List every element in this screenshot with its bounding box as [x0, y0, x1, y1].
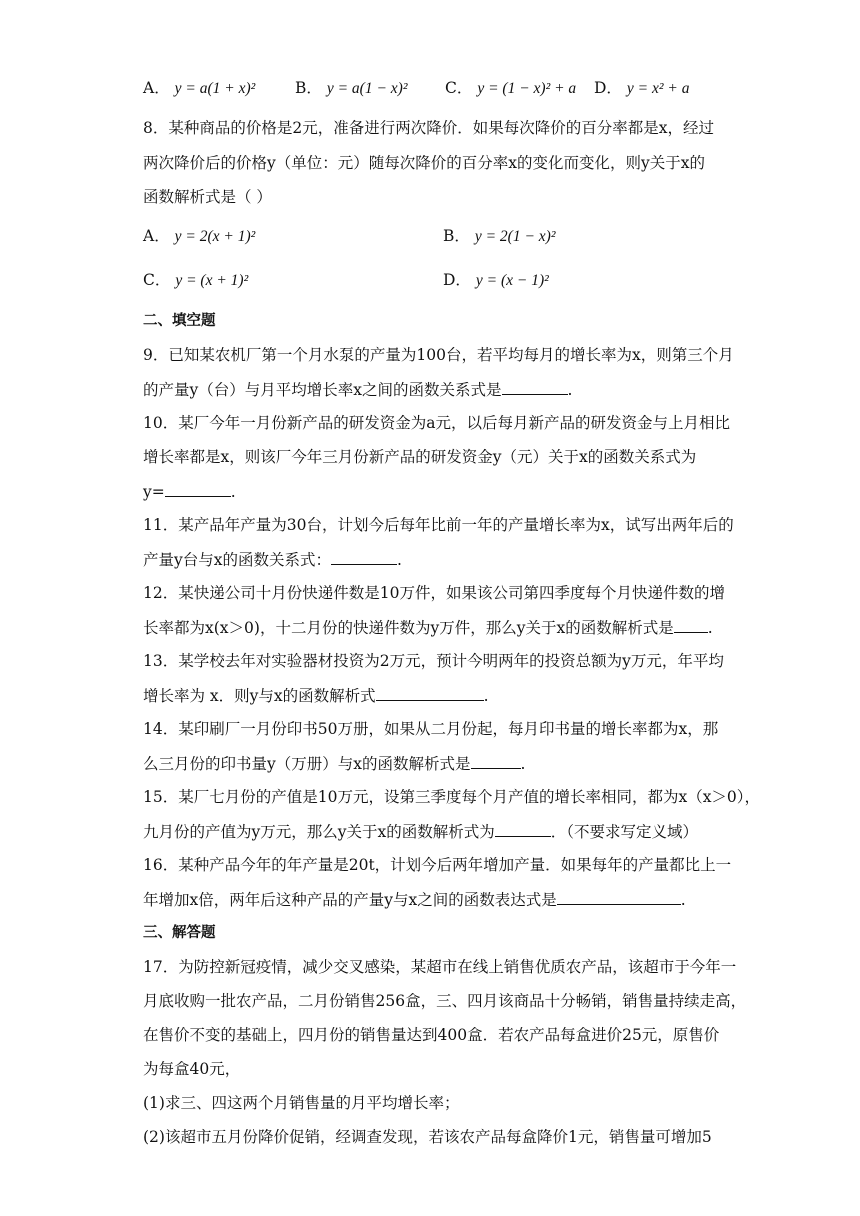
q12-line-2: 长率都为x(x＞0)，十二月份的快递件数为y万件，那么y关于x的函数解析式是 . [143, 619, 713, 637]
answer-blank [495, 821, 551, 837]
q8-line-2: 两次降价后的价格y（单位：元）随每次降价的百分率x的变化而变化，则y关于x的 [143, 154, 705, 172]
q16-line-1: 16．某种产品今年的年产量是20t，计划今后两年增加产量．如果每年的产量都比上一 [143, 856, 732, 874]
q11-line-1: 11．某产品年产量为30台，计划今后每年比前一年的产量增长率为x，试写出两年后的 [143, 516, 734, 534]
answer-blank [502, 379, 568, 395]
q13-line-1: 13．某学校去年对实验器材投资为2万元，预计今明两年的投资总额为y万元，年平均 [143, 652, 724, 670]
q16-line-2: 年增加x倍，两年后这种产品的产量y与x之间的函数表达式是 . [143, 891, 686, 909]
q11-line-2: 产量y台与x的函数关系式： . [143, 551, 402, 569]
q15-line-1: 15．某厂七月份的产值是10万元，设第三季度每个月产值的增长率相同，都为x（x＞0）， [143, 788, 761, 806]
q10-line-1: 10．某厂今年一月份新产品的研发资金为a元，以后每月新产品的研发资金与上月相比 [143, 414, 730, 432]
section-heading-fill-in: 二、填空题 [143, 313, 216, 329]
q7-option-c: C． y = (1 − x)² + a [445, 79, 577, 97]
q17-part-2: (2)该超市五月份降价促销，经调查发现，若该农产品每盒降价1元，销售量可增加5 [143, 1128, 712, 1146]
q9-line-1: 9．已知某农机厂第一个月水泵的产量为100台，若平均每月的增长率为x，则第三个月 [143, 346, 734, 364]
answer-blank [331, 549, 397, 565]
q17-line-4: 为每盒40元， [143, 1060, 241, 1078]
q17-line-1: 17．为防控新冠疫情，减少交叉感染，某超市在线上销售优质农产品，该超市于今年一 [143, 958, 737, 976]
q13-line-2: 增长率为 x．则y与x的函数解析式 . [143, 687, 489, 705]
answer-blank [471, 753, 521, 769]
q7-option-a: A． y = a(1 + x)² [143, 79, 256, 97]
q7-option-d: D． y = x² + a [594, 79, 690, 97]
q9-line-2: 的产量y（台）与月平均增长率x之间的函数关系式是 . [143, 381, 573, 399]
q8-line-1: 8．某种商品的价格是2元，准备进行两次降价．如果每次降价的百分率都是x，经过 [143, 119, 714, 137]
answer-blank [674, 617, 708, 633]
q8-option-a: A． y = 2(x + 1)² [143, 227, 256, 245]
q10-line-2: 增长率都是x，则该厂今年三月份新产品的研发资金y（元）关于x的函数关系式为 [143, 448, 697, 466]
q7-option-b: B． y = a(1 − x)² [295, 79, 408, 97]
q17-part-1: (1)求三、四这两个月销售量的月平均增长率； [143, 1094, 460, 1112]
q12-line-1: 12．某快递公司十月份快递件数是10万件，如果该公司第四季度每个月快递件数的增 [143, 584, 725, 602]
q14-line-1: 14．某印刷厂一月份印书50万册，如果从二月份起，每月印书量的增长率都为x，那 [143, 720, 719, 738]
q15-line-2: 九月份的产值为y万元，那么y关于x的函数解析式为 ．（不要求写定义域） [143, 823, 699, 841]
q14-line-2: 么三月份的印书量y（万册）与x的函数解析式是 . [143, 755, 526, 773]
q17-line-2: 月底收购一批农产品，二月份销售256盒，三、四月该商品十分畅销，销售量持续走高， [143, 992, 747, 1010]
q8-option-d: D． y = (x − 1)² [443, 271, 549, 289]
section-heading-solve: 三、解答题 [143, 925, 216, 941]
answer-blank [165, 481, 231, 497]
q8-option-c: C． y = (x + 1)² [143, 271, 249, 289]
answer-blank [376, 685, 484, 701]
q8-option-b: B． y = 2(1 − x)² [443, 227, 556, 245]
answer-blank [557, 889, 681, 905]
q8-line-3: 函数解析式是（ ） [143, 188, 272, 206]
q10-line-3: y= . [143, 483, 236, 501]
q17-line-3: 在售价不变的基础上，四月份的销售量达到400盒．若农产品每盒进价25元，原售价 [143, 1026, 720, 1044]
